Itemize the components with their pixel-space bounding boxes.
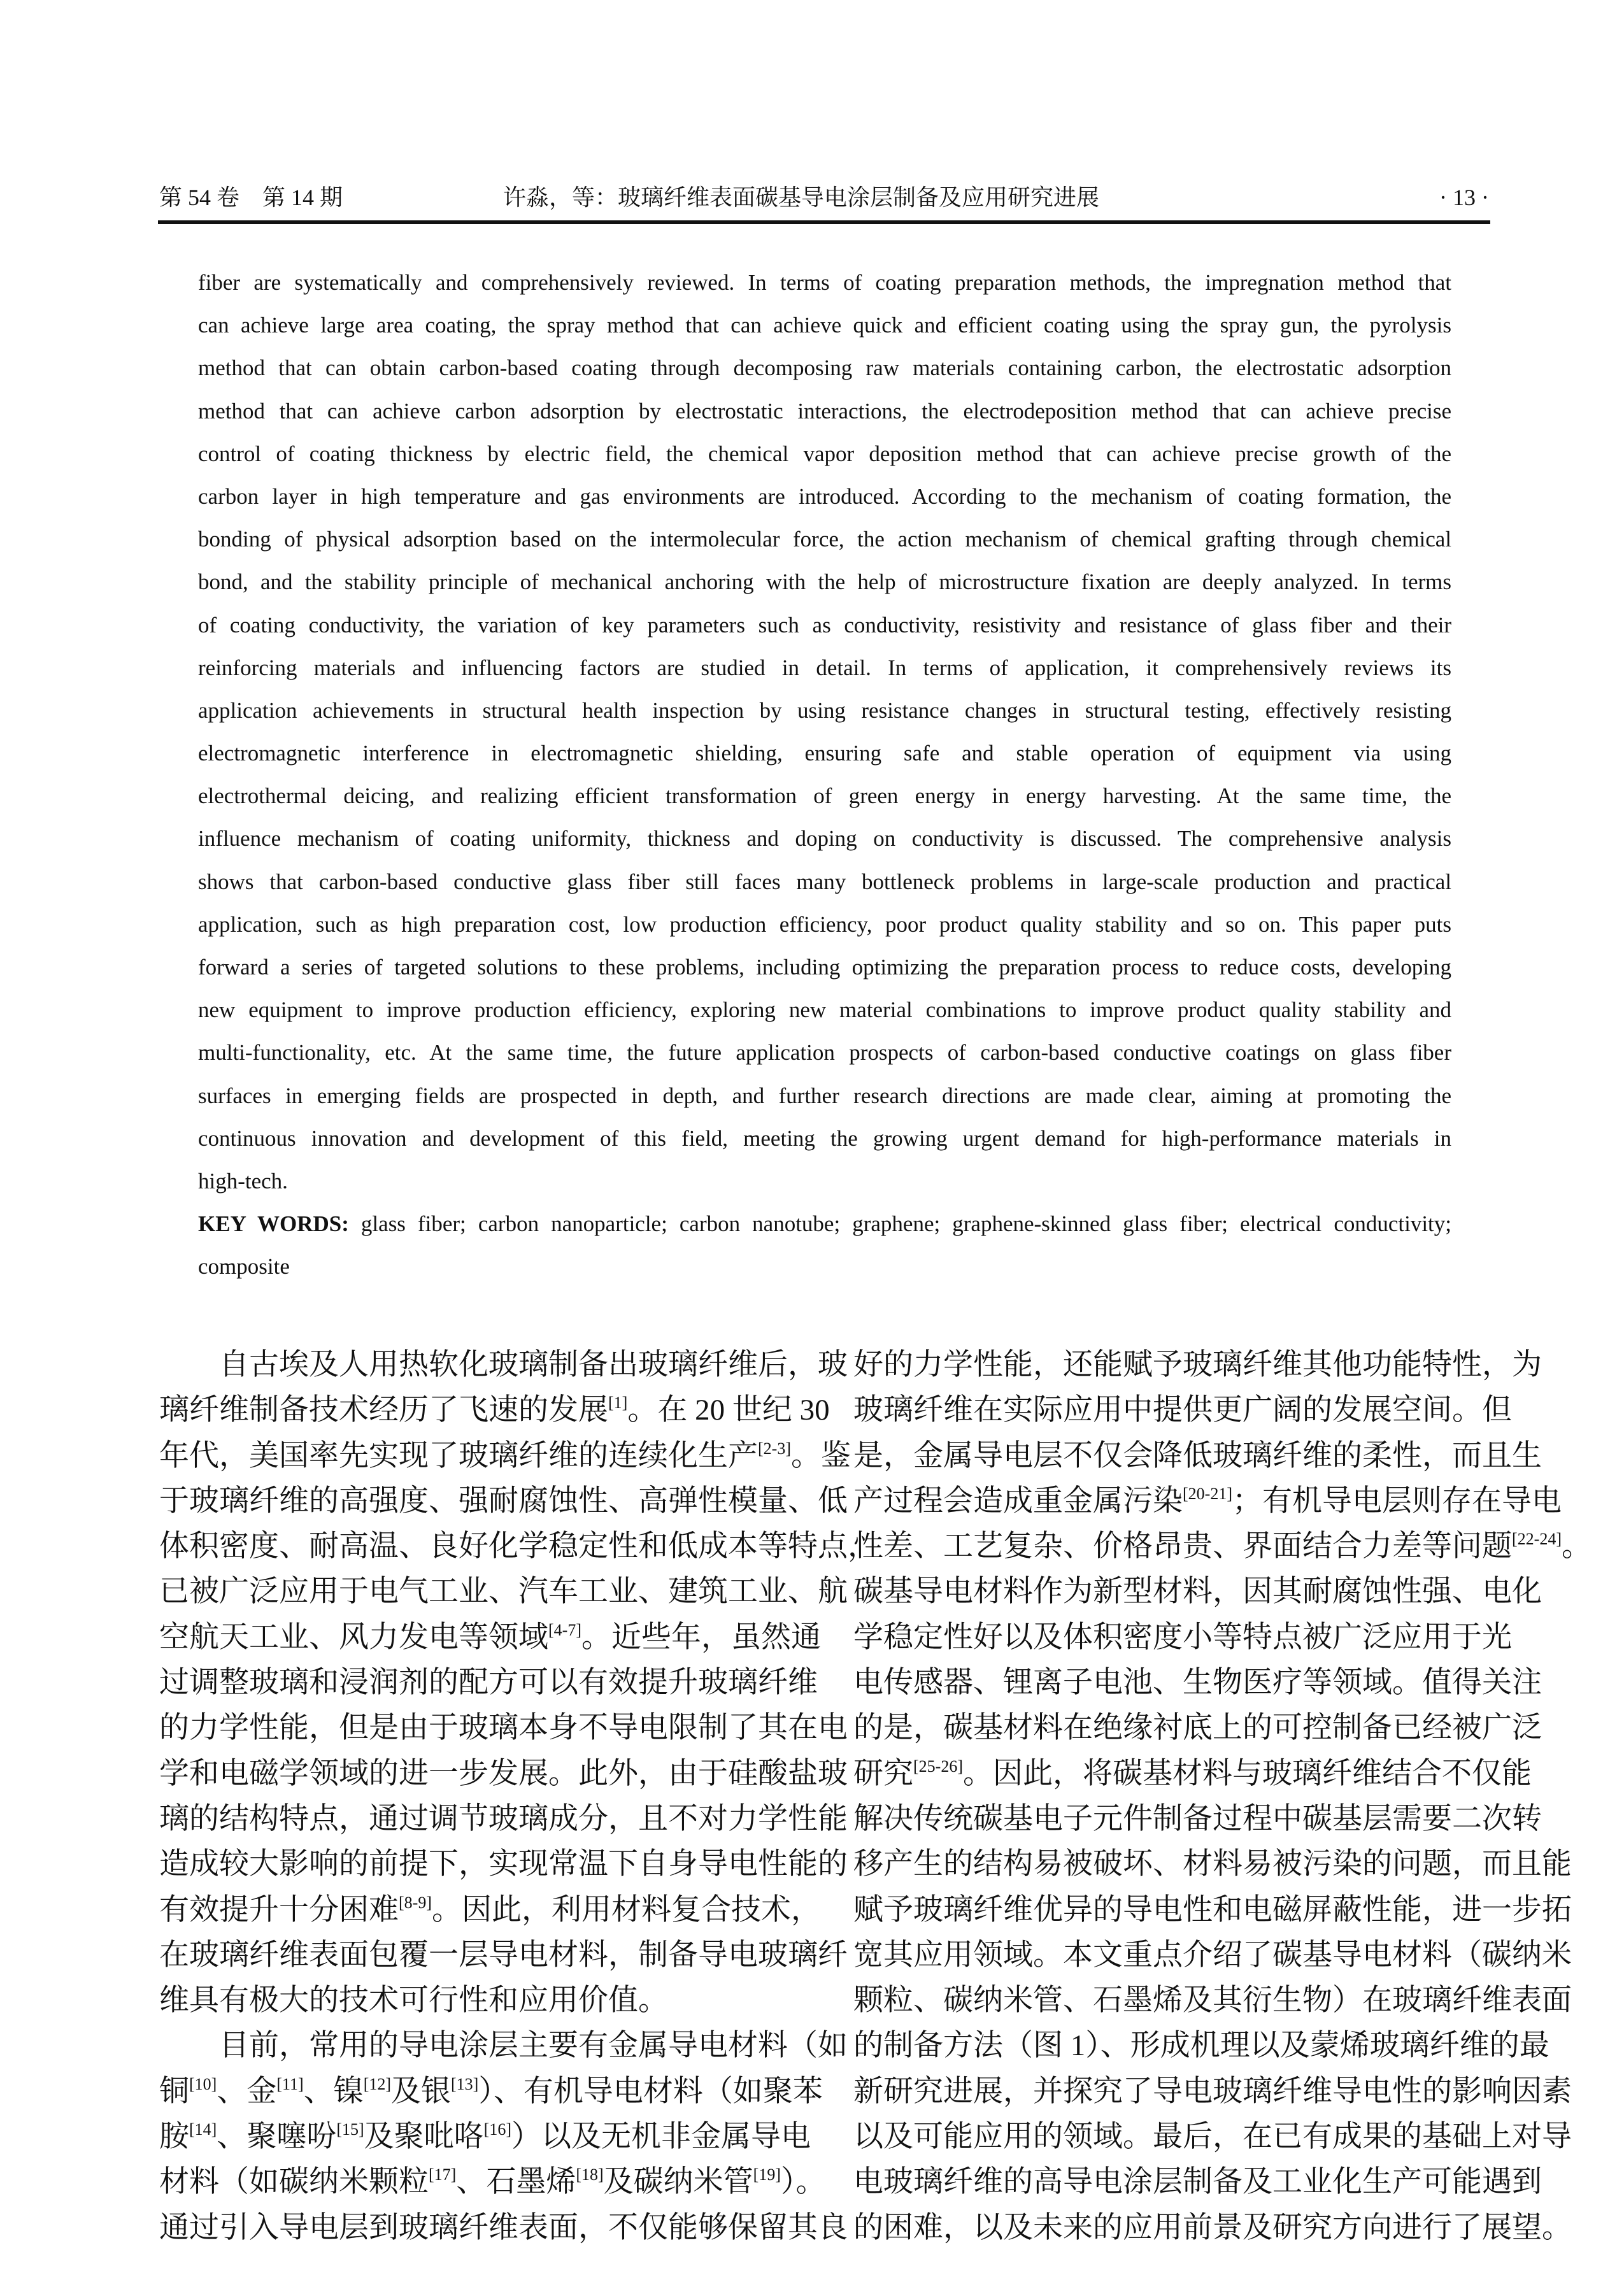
- header-rule: [158, 220, 1490, 224]
- journal-volume-issue: 第 54 卷 第 14 期: [159, 185, 343, 210]
- body-line: 的困难，以及未来的应用前景及研究方向进行了展望。: [853, 2211, 1572, 2244]
- citation-ref[interactable]: [13]: [451, 2074, 479, 2093]
- body-line: 体积密度、耐高温、良好化学稳定性和低成本等特点，: [159, 1530, 878, 1564]
- body-column-left: [159, 1343, 878, 2251]
- abstract-line: forward a series of targeted solutions to these problems, including optimizing the preparation process to reduce costs, developing: [198, 955, 1451, 980]
- citation-ref[interactable]: [11]: [276, 2074, 304, 2093]
- body-line: 璃纤维制备技术经历了飞速的发展[1]。在 20 世纪 30: [159, 1393, 830, 1427]
- body-line: 学稳定性好以及体积密度小等特点被广泛应用于光: [853, 1620, 1512, 1654]
- citation-ref[interactable]: [22-24]: [1512, 1530, 1562, 1549]
- body-line: 材料（如碳纳米颗粒[17]、石墨烯[18]及碳纳米管[19]）。: [159, 2165, 826, 2199]
- citation-ref[interactable]: [25-26]: [913, 1756, 963, 1776]
- abstract-line: continuous innovation and development of this field, meeting the growing urgent demand for high-performance materials in: [198, 1125, 1451, 1151]
- citation-ref[interactable]: [12]: [363, 2074, 392, 2093]
- body-line: 的制备方法（图 1）、形成机理以及蒙烯玻璃纤维的最: [853, 2029, 1549, 2063]
- body-line: 铜[10]、金[11]、镍[12]及银[13]）、有机导电材料（如聚苯: [159, 2074, 823, 2108]
- body-line: 宽其应用领域。本文重点介绍了碳基导电材料（碳纳米: [853, 1938, 1572, 1972]
- body-line: 电玻璃纤维的高导电涂层制备及工业化生产可能遇到: [853, 2165, 1542, 2199]
- body-line: 移产生的结构易被破坏、材料易被污染的问题，而且能: [853, 1848, 1572, 1881]
- keywords-line: composite: [198, 1254, 290, 1279]
- keywords-text: glass fiber; carbon nanoparticle; carbon nanotube; graphene; graphene-skinned glass fiber; electrical conductivity;: [348, 1211, 1452, 1237]
- body-line: 是，金属导电层不仅会降低玻璃纤维的柔性，而且生: [853, 1439, 1542, 1472]
- body-line: 在玻璃纤维表面包覆一层导电材料，制备导电玻璃纤: [159, 1938, 848, 1972]
- body-line: 空航天工业、风力发电等领域[4-7]。近些年，虽然通: [159, 1620, 821, 1654]
- body-line: 电传感器、锂离子电池、生物医疗等领域。值得关注: [853, 1666, 1542, 1700]
- abstract-line: reinforcing materials and influencing factors are studied in detail. In terms of application, it comprehensively reviews its: [198, 655, 1451, 680]
- abstract-line: influence mechanism of coating uniformity, thickness and doping on conductivity is discussed. The comprehensive analysis: [198, 826, 1451, 851]
- abstract-line: carbon layer in high temperature and gas environments are introduced. According to the mechanism of coating formation, the: [198, 483, 1451, 509]
- body-line: 造成较大影响的前提下，实现常温下自身导电性能的: [159, 1848, 848, 1881]
- body-line: 产过程会造成重金属污染[20-21]；有机导电层则存在导电: [853, 1484, 1562, 1518]
- citation-ref[interactable]: [18]: [576, 2165, 604, 2184]
- body-line: 研究[25-26]。因此，将碳基材料与玻璃纤维结合不仅能: [853, 1756, 1532, 1790]
- running-title: 许淼，等：玻璃纤维表面碳基导电涂层制备及应用研究进展: [503, 185, 1100, 210]
- abstract-line: control of coating thickness by electric field, the chemical vapor deposition method that can achieve precise growth of the: [198, 441, 1451, 466]
- citation-ref[interactable]: [1]: [608, 1393, 628, 1413]
- body-line: 年代，美国率先实现了玻璃纤维的连续化生产[2-3]。鉴: [159, 1439, 851, 1472]
- body-line: 的是，碳基材料在绝缘衬底上的可控制备已经被广泛: [853, 1711, 1542, 1745]
- abstract-line: application achievements in structural health inspection by using resistance changes in structural testing, effectively resisting: [198, 697, 1451, 723]
- abstract-line: high-tech.: [198, 1168, 288, 1193]
- keywords-line: [198, 1202, 1451, 1245]
- abstract-line: fiber are systematically and comprehensively reviewed. In terms of coating preparation methods, the impregnation method that: [198, 270, 1451, 295]
- citation-ref[interactable]: [2-3]: [758, 1439, 791, 1458]
- body-column-right: [853, 1343, 1592, 2251]
- citation-ref[interactable]: [16]: [483, 2120, 511, 2139]
- citation-ref[interactable]: [10]: [189, 2074, 217, 2093]
- body-line: 碳基导电材料作为新型材料，因其耐腐蚀性强、电化: [853, 1575, 1542, 1609]
- body-line: 好的力学性能，还能赋予玻璃纤维其他功能特性，为: [853, 1348, 1542, 1381]
- abstract-line: new equipment to improve production efficiency, exploring new material combinations to improve product quality stability and: [198, 997, 1451, 1023]
- body-line: 通过引入导电层到玻璃纤维表面，不仅能够保留其良: [159, 2211, 848, 2244]
- body-line: 目前，常用的导电涂层主要有金属导电材料（如: [219, 2029, 848, 2063]
- abstract-line: electrothermal deicing, and realizing efficient transformation of green energy in energy harvesting. At the same time, the: [198, 783, 1451, 809]
- page-number: · 13 ·: [1439, 185, 1489, 210]
- body-line: 维具有极大的技术可行性和应用价值。: [159, 1984, 668, 2018]
- keywords-label: KEY WORDS:: [198, 1211, 349, 1237]
- citation-ref[interactable]: [20-21]: [1183, 1484, 1232, 1503]
- english-abstract: [198, 261, 1451, 1288]
- citation-ref[interactable]: [14]: [189, 2120, 217, 2139]
- body-line: 新研究进展，并探究了导电玻璃纤维导电性的影响因素: [853, 2074, 1572, 2108]
- abstract-line: can achieve large area coating, the spray method that can achieve quick and efficient coating using the spray gun, the pyrolysis: [198, 313, 1451, 338]
- body-line: 赋予玻璃纤维优异的导电性和电磁屏蔽性能，进一步拓: [853, 1893, 1572, 1927]
- body-line: 学和电磁学领域的进一步发展。此外，由于硅酸盐玻: [159, 1756, 848, 1790]
- abstract-line: method that can obtain carbon-based coating through decomposing raw materials containing carbon, the electrostatic adsorption: [198, 355, 1451, 381]
- abstract-line: surfaces in emerging fields are prospected in depth, and further research directions are made clear, aiming at promoting the: [198, 1083, 1451, 1108]
- body-line: 璃的结构特点，通过调节玻璃成分，且不对力学性能: [159, 1802, 848, 1835]
- abstract-line: multi-functionality, etc. At the same time, the future application prospects of carbon-based conductive coatings on glass fiber: [198, 1040, 1451, 1065]
- body-line: 颗粒、碳纳米管、石墨烯及其衍生物）在玻璃纤维表面: [853, 1984, 1572, 2018]
- body-line: 玻璃纤维在实际应用中提供更广阔的发展空间。但: [853, 1393, 1512, 1427]
- abstract-line: electromagnetic interference in electromagnetic shielding, ensuring safe and stable operation of equipment via using: [198, 741, 1451, 766]
- body-line: 过调整玻璃和浸润剂的配方可以有效提升玻璃纤维: [159, 1666, 818, 1700]
- abstract-line: application, such as high preparation cost, low production efficiency, poor product quality stability and so on. This paper puts: [198, 911, 1451, 937]
- citation-ref[interactable]: [19]: [753, 2165, 781, 2184]
- abstract-line: of coating conductivity, the variation of key parameters such as conductivity, resistivity and resistance of glass fiber and their: [198, 612, 1451, 638]
- citation-ref[interactable]: [8-9]: [399, 1893, 432, 1912]
- body-line: 性差、工艺复杂、价格昂贵、界面结合力差等问题[22-24]。: [853, 1530, 1592, 1564]
- abstract-line: method that can achieve carbon adsorption by electrostatic interactions, the electrodeposition method that can achieve precise: [198, 398, 1451, 424]
- citation-ref[interactable]: [4-7]: [548, 1620, 581, 1639]
- body-line: 自古埃及人用热软化玻璃制备出玻璃纤维后，玻: [219, 1348, 848, 1381]
- body-line: 的力学性能，但是由于玻璃本身不导电限制了其在电: [159, 1711, 848, 1745]
- body-line: 以及可能应用的领域。最后，在已有成果的基础上对导: [853, 2120, 1572, 2154]
- abstract-line: bond, and the stability principle of mechanical anchoring with the help of microstructure fixation are deeply analyzed. In terms: [198, 569, 1451, 595]
- body-line: 已被广泛应用于电气工业、汽车工业、建筑工业、航: [159, 1575, 848, 1609]
- citation-ref[interactable]: [15]: [336, 2120, 364, 2139]
- body-line: 于玻璃纤维的高强度、强耐腐蚀性、高弹性模量、低: [159, 1484, 848, 1518]
- citation-ref[interactable]: [17]: [429, 2165, 457, 2184]
- body-line: 解决传统碳基电子元件制备过程中碳基层需要二次转: [853, 1802, 1542, 1835]
- body-line: 胺[14]、聚噻吩[15]及聚吡咯[16]）以及无机非金属导电: [159, 2120, 811, 2154]
- abstract-line: shows that carbon-based conductive glass fiber still faces many bottleneck problems in large-scale production and practical: [198, 869, 1451, 894]
- body-line: 有效提升十分困难[8-9]。因此，利用材料复合技术，: [159, 1893, 821, 1927]
- abstract-line: bonding of physical adsorption based on the intermolecular force, the action mechanism of chemical grafting through chemical: [198, 527, 1451, 552]
